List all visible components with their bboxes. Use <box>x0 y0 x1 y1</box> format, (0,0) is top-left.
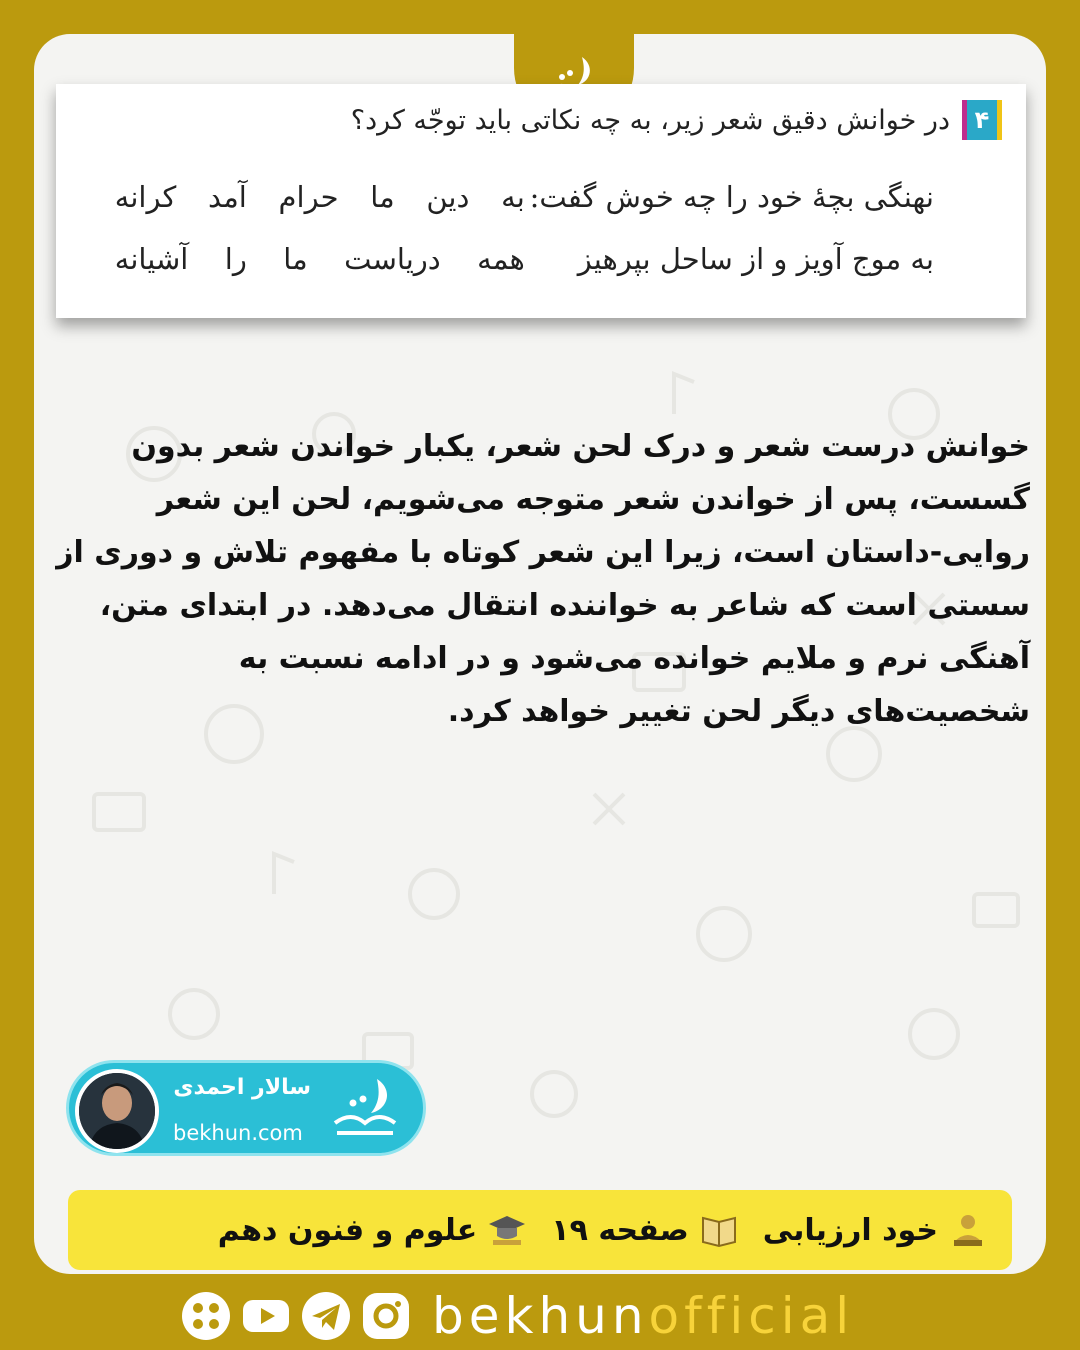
brand-handle-part1: bekhun <box>432 1287 649 1345</box>
open-book-icon <box>699 1212 739 1248</box>
verse-2-second-hemistich: همه دریاست ما را آشیانه <box>114 242 525 276</box>
footer-self-assessment-label: خود ارزیابی <box>762 1212 938 1248</box>
verse-line-1 <box>115 180 934 214</box>
author-name: سالار احمدی <box>173 1075 311 1100</box>
footer-item-page <box>551 1212 738 1248</box>
social-bar <box>180 1286 900 1346</box>
footer-item-subject <box>218 1212 528 1248</box>
question-box <box>56 84 1026 318</box>
footer-page-label: صفحه ۱۹ <box>551 1212 689 1248</box>
verse-2-first-hemistich: به موج آویز و از ساحل بپرهیز <box>577 242 934 276</box>
brand-handle <box>432 1287 854 1345</box>
youtube-icon[interactable] <box>240 1290 292 1342</box>
verse-line-2 <box>115 242 934 276</box>
verse-1-first-hemistich: نهنگی بچۀ خود را چه خوش گفت: <box>529 180 934 214</box>
aparat-icon[interactable] <box>180 1290 232 1342</box>
author-website[interactable]: bekhun.com <box>173 1121 303 1145</box>
footer-info-bar <box>68 1190 1012 1270</box>
question-text: در خوانش دقیق شعر زیر، به چه نکاتی باید توجّه کرد؟ <box>350 104 950 136</box>
person-icon <box>79 1073 155 1149</box>
footer-subject-label: علوم و فنون دهم <box>217 1212 478 1248</box>
brand-handle-part2: official <box>648 1287 855 1345</box>
instagram-icon[interactable] <box>360 1290 412 1342</box>
question-header <box>351 100 1002 140</box>
footer-item-self-assessment <box>763 1212 988 1248</box>
graduation-cap-icon <box>487 1212 527 1248</box>
author-badge <box>66 1060 426 1156</box>
verse-1-second-hemistich: به دین ما حرام آمد کرانه <box>114 180 525 214</box>
reader-icon <box>948 1212 988 1248</box>
avatar <box>75 1069 159 1153</box>
question-number: ۴ <box>962 100 1002 140</box>
answer-text: خوانش درست شعر و درک لحن شعر، یکبار خواندن شعر بدون گسست، پس از خواندن شعر متوجه می‌شویم، لحن این شعر روایی-داستان است، زیرا این شعر کوتاه با مفهوم تلاش و دوری از سستی است که شاعر به خواننده انتقال می‌دهد. در ابتدای متن، آهنگی نرم و ملایم خوانده می‌شود و در ادامه نسبت به شخصیت‌های دیگر لحن تغییر خواهد کرد. <box>56 429 1030 729</box>
bekhun-logo-icon <box>325 1073 409 1149</box>
telegram-icon[interactable] <box>300 1290 352 1342</box>
